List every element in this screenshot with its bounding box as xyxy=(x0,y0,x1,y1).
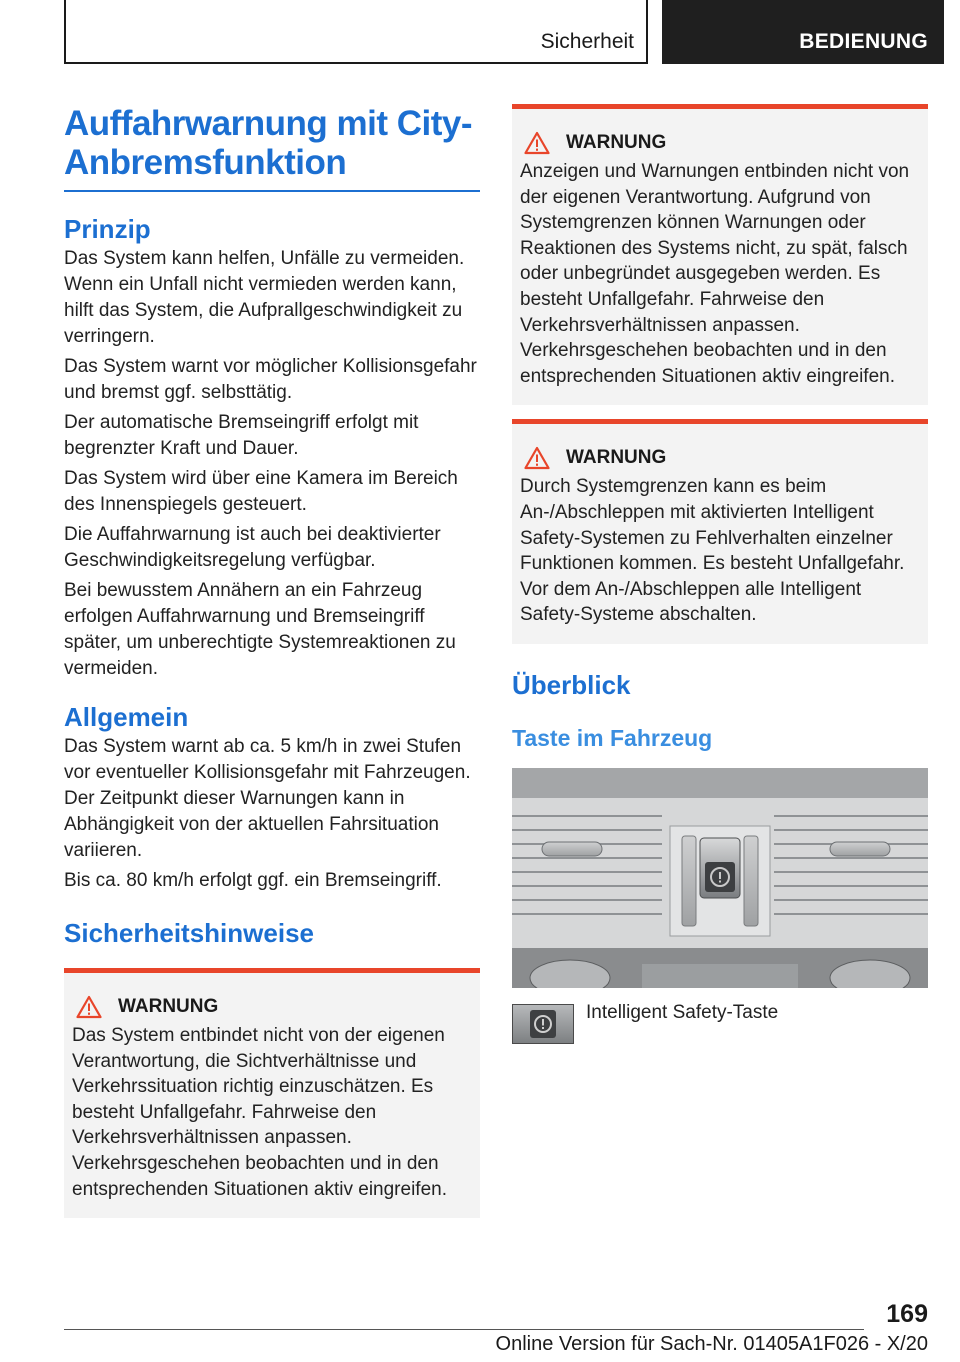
prinzip-paragraph-2: Das System warnt vor möglicher Kollisionsgefahr und bremst ggf. selbsttätig. xyxy=(64,356,477,403)
prinzip-paragraph-6: Bei bewusstem Annähern an ein Fahrzeug erfolgen Auffahrwarnung und Bremseingriff später, um unberechtigte Systemreaktionen zu vermeiden. xyxy=(64,580,456,679)
warning-text: Durch Systemgrenzen kann es beim An-/Abschleppen mit aktivierten Intelligent Safety-Systemen zu Fehlverhalten einzelner Funktionen kommen. Es besteht Unfallgefahr. Vor dem An-/Abschleppen alle Intelligent Safety-Systeme abschalten. xyxy=(520,476,905,626)
prinzip-paragraph-5: Die Auffahrwarnung ist auch bei deaktivierter Geschwindigkeitsregelung verfügbar. xyxy=(64,524,441,571)
warning-title: WARNUNG xyxy=(566,447,667,469)
warning-title: WARNUNG xyxy=(566,132,667,153)
allgemein-paragraph-1: Das System warnt ab ca. 5 km/h in zwei Stufen vor eventueller Kollisionsgefahr mit Fahrzeugen. Der Zeitpunkt dieser Warnungen kann in Abhängigkeit von der aktuellen Fahrsituation variieren. xyxy=(64,736,471,861)
header-section-tab xyxy=(64,0,648,64)
warning-triangle-icon xyxy=(76,995,102,1019)
legend-row xyxy=(512,1001,928,1044)
heading-prinzip: Prinzip xyxy=(64,214,151,244)
footer-text: Online Version für Sach-Nr. 01405A1F026 - X/20 xyxy=(495,1333,928,1355)
warning-text: Das System entbindet nicht von der eigenen Verantwortung, die Sichtverhältnisse und Verkehrssituation richtig einzuschätzen. Es besteht Unfallgefahr. Fahrweise den Verkehrsverhältnissen anpassen. Verkehrsgeschehen beobachten und in den entsprechenden Situationen aktiv eingreifen. xyxy=(72,1025,447,1200)
page-number: 169 xyxy=(886,1300,928,1328)
warning-box-right-1 xyxy=(512,104,928,405)
footer-divider xyxy=(64,1329,864,1330)
header-chapter-tab xyxy=(662,0,944,64)
warning-triangle-icon xyxy=(524,131,550,155)
left-column xyxy=(64,104,480,1218)
warning-header xyxy=(72,995,472,1019)
allgemein-paragraph-2: Bis ca. 80 km/h erfolgt ggf. ein Bremseingriff. xyxy=(64,870,442,891)
intelligent-safety-key-icon xyxy=(512,1004,574,1044)
heading-allgemein: Allgemein xyxy=(64,702,189,732)
page-title: Auffahrwarnung mit City-Anbremsfunktion xyxy=(64,104,480,192)
right-column xyxy=(512,104,928,1044)
warning-header xyxy=(520,446,920,470)
dashboard-illustration xyxy=(512,768,928,988)
header-chapter-label: BEDIENUNG xyxy=(799,30,928,53)
intelligent-safety-key-label: Intelligent Safety-Taste xyxy=(586,1001,779,1023)
warning-triangle-icon xyxy=(524,446,550,470)
warning-header xyxy=(520,131,920,155)
prinzip-paragraph-3: Der automatische Bremseingriff erfolgt mit begrenzter Kraft und Dauer. xyxy=(64,412,419,459)
heading-sicherheitshinweise: Sicherheitshinweise xyxy=(64,918,314,948)
warning-text: Anzeigen und Warnungen entbinden nicht von der eigenen Verantwortung. Aufgrund von Systemgrenzen können Warnungen oder Reaktionen des Systems nicht, zu spät, falsch oder unbegründet ausgegeben werden. Es besteht Unfallgefahr. Fahrweise den Verkehrsverhältnissen anpassen. Verkehrsgeschehen beobachten und in den entsprechenden Situationen aktiv eingreifen. xyxy=(520,161,910,387)
prinzip-paragraph-4: Das System wird über eine Kamera im Bereich des Innenspiegels gesteuert. xyxy=(64,468,458,515)
warning-title: WARNUNG xyxy=(118,996,219,1017)
heading-taste-im-fahrzeug: Taste im Fahrzeug xyxy=(512,724,713,751)
heading-ueberblick: Überblick xyxy=(512,669,631,700)
warning-box-left xyxy=(64,968,480,1218)
header-section-label: Sicherheit xyxy=(540,30,634,53)
warning-box-right-2 xyxy=(512,419,928,644)
vehicle-button-photo xyxy=(512,768,928,988)
prinzip-paragraph-1: Das System kann helfen, Unfälle zu vermeiden. Wenn ein Unfall nicht vermieden werden kann, hilft das System, die Aufprallgeschwindigkeit zu verringern. xyxy=(64,248,465,347)
